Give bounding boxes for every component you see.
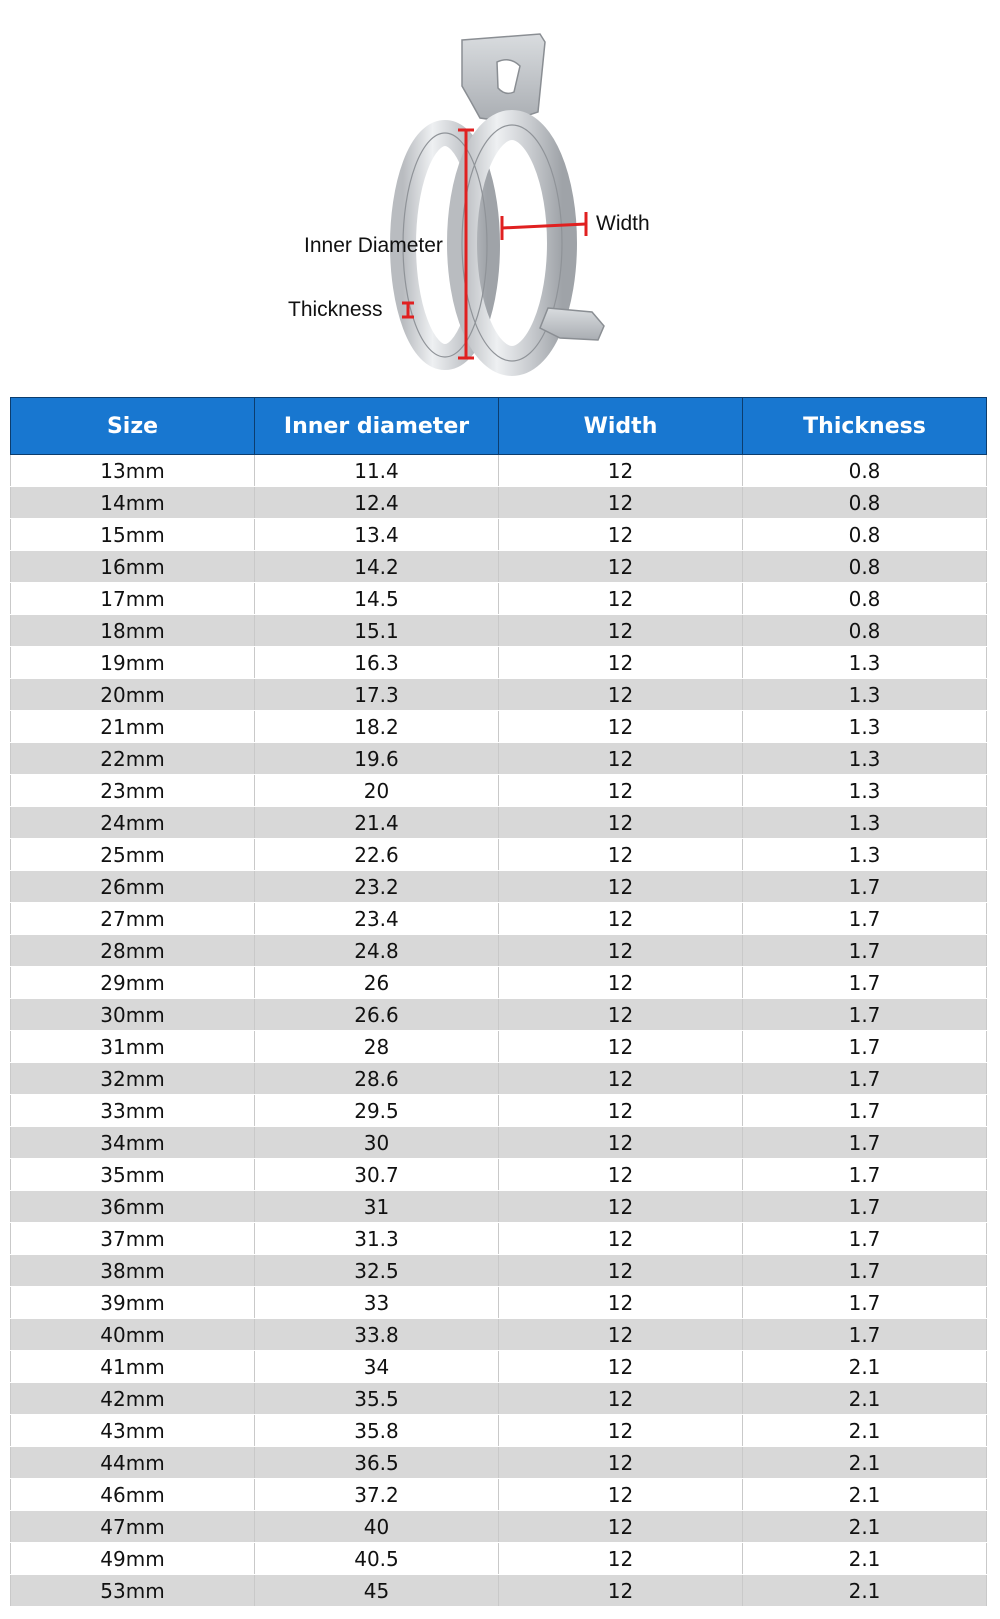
thickness-label: Thickness: [288, 298, 383, 321]
thickness-cell: 1.3: [743, 839, 987, 871]
width-cell: 12: [499, 1447, 743, 1479]
size-cell: 21mm: [11, 711, 255, 743]
table-row: [11, 871, 987, 903]
inner-diameter-cell: 37.2: [255, 1479, 499, 1511]
size-cell: 16mm: [11, 551, 255, 583]
width-cell: 12: [499, 903, 743, 935]
inner-diameter-cell: 36.5: [255, 1447, 499, 1479]
width-cell: 12: [499, 1543, 743, 1575]
thickness-cell: 1.7: [743, 1223, 987, 1255]
size-cell: 35mm: [11, 1159, 255, 1191]
size-cell: 53mm: [11, 1575, 255, 1607]
inner-diameter-cell: 18.2: [255, 711, 499, 743]
inner-diameter-cell: 24.8: [255, 935, 499, 967]
size-cell: 14mm: [11, 487, 255, 519]
clamp-diagram: [0, 0, 1000, 390]
table-row: [11, 1543, 987, 1575]
width-cell: 12: [499, 1191, 743, 1223]
inner-diameter-cell: 35.8: [255, 1415, 499, 1447]
width-cell: 12: [499, 647, 743, 679]
inner-diameter-cell: 26: [255, 967, 499, 999]
size-cell: 31mm: [11, 1031, 255, 1063]
thickness-cell: 1.3: [743, 807, 987, 839]
size-cell: 15mm: [11, 519, 255, 551]
table-row: [11, 935, 987, 967]
inner-diameter-cell: 26.6: [255, 999, 499, 1031]
width-cell: 12: [499, 935, 743, 967]
table-row: [11, 455, 987, 487]
thickness-cell: 1.7: [743, 935, 987, 967]
width-cell: 12: [499, 1415, 743, 1447]
size-cell: 40mm: [11, 1319, 255, 1351]
size-cell: 29mm: [11, 967, 255, 999]
inner-diameter-cell: 23.4: [255, 903, 499, 935]
size-cell: 24mm: [11, 807, 255, 839]
width-cell: 12: [499, 871, 743, 903]
inner-diameter-cell: 33: [255, 1287, 499, 1319]
table-row: [11, 1031, 987, 1063]
inner-diameter-cell: 29.5: [255, 1095, 499, 1127]
thickness-cell: 2.1: [743, 1543, 987, 1575]
inner-diameter-cell: 30.7: [255, 1159, 499, 1191]
inner-diameter-cell: 22.6: [255, 839, 499, 871]
inner-diameter-cell: 35.5: [255, 1383, 499, 1415]
table-row: [11, 711, 987, 743]
size-cell: 42mm: [11, 1383, 255, 1415]
thickness-cell: 1.3: [743, 711, 987, 743]
table-row: [11, 615, 987, 647]
inner-diameter-cell: 16.3: [255, 647, 499, 679]
width-cell: 12: [499, 1159, 743, 1191]
thickness-cell: 2.1: [743, 1511, 987, 1543]
inner-diameter-label: Inner Diameter: [304, 234, 443, 257]
thickness-cell: 1.3: [743, 679, 987, 711]
size-table-container: [10, 397, 987, 1607]
table-row: [11, 583, 987, 615]
size-cell: 44mm: [11, 1447, 255, 1479]
thickness-cell: 0.8: [743, 551, 987, 583]
table-row: [11, 1063, 987, 1095]
table-row: [11, 551, 987, 583]
inner-diameter-cell: 23.2: [255, 871, 499, 903]
width-cell: 12: [499, 1223, 743, 1255]
table-row: [11, 1287, 987, 1319]
table-row: [11, 1159, 987, 1191]
width-cell: 12: [499, 583, 743, 615]
size-cell: 18mm: [11, 615, 255, 647]
thickness-cell: 1.3: [743, 775, 987, 807]
thickness-cell: 1.7: [743, 871, 987, 903]
spring-clamp-image: [0, 0, 1000, 390]
width-cell: 12: [499, 679, 743, 711]
table-row: [11, 1479, 987, 1511]
size-cell: 26mm: [11, 871, 255, 903]
header-width: Width: [499, 398, 743, 455]
table-row: [11, 967, 987, 999]
thickness-cell: 1.3: [743, 743, 987, 775]
thickness-cell: 1.7: [743, 1063, 987, 1095]
inner-diameter-cell: 28: [255, 1031, 499, 1063]
size-cell: 43mm: [11, 1415, 255, 1447]
table-row: [11, 1383, 987, 1415]
size-cell: 33mm: [11, 1095, 255, 1127]
table-row: [11, 1511, 987, 1543]
inner-diameter-cell: 40: [255, 1511, 499, 1543]
table-row: [11, 1447, 987, 1479]
thickness-cell: 2.1: [743, 1383, 987, 1415]
inner-diameter-cell: 21.4: [255, 807, 499, 839]
table-row: [11, 647, 987, 679]
width-cell: 12: [499, 711, 743, 743]
inner-diameter-cell: 33.8: [255, 1319, 499, 1351]
width-cell: 12: [499, 1319, 743, 1351]
table-row: [11, 1575, 987, 1607]
size-cell: 28mm: [11, 935, 255, 967]
width-cell: 12: [499, 1063, 743, 1095]
width-cell: 12: [499, 967, 743, 999]
inner-diameter-cell: 31.3: [255, 1223, 499, 1255]
table-row: [11, 1255, 987, 1287]
thickness-cell: 0.8: [743, 455, 987, 487]
thickness-cell: 2.1: [743, 1351, 987, 1383]
thickness-cell: 1.7: [743, 1287, 987, 1319]
width-cell: 12: [499, 487, 743, 519]
width-cell: 12: [499, 775, 743, 807]
thickness-cell: 1.7: [743, 1255, 987, 1287]
size-cell: 37mm: [11, 1223, 255, 1255]
width-cell: 12: [499, 1479, 743, 1511]
table-row: [11, 1127, 987, 1159]
table-row: [11, 903, 987, 935]
size-cell: 22mm: [11, 743, 255, 775]
size-table: [10, 397, 987, 1607]
table-row: [11, 519, 987, 551]
thickness-cell: 2.1: [743, 1447, 987, 1479]
thickness-cell: 0.8: [743, 583, 987, 615]
table-row: [11, 1191, 987, 1223]
width-cell: 12: [499, 1511, 743, 1543]
size-cell: 19mm: [11, 647, 255, 679]
size-cell: 13mm: [11, 455, 255, 487]
thickness-cell: 0.8: [743, 487, 987, 519]
size-cell: 34mm: [11, 1127, 255, 1159]
width-cell: 12: [499, 551, 743, 583]
width-cell: 12: [499, 1383, 743, 1415]
size-cell: 38mm: [11, 1255, 255, 1287]
width-cell: 12: [499, 743, 743, 775]
size-cell: 32mm: [11, 1063, 255, 1095]
header-row: [11, 398, 987, 455]
thickness-cell: 0.8: [743, 615, 987, 647]
width-cell: 12: [499, 999, 743, 1031]
size-cell: 23mm: [11, 775, 255, 807]
thickness-cell: 2.1: [743, 1575, 987, 1607]
thickness-cell: 1.3: [743, 647, 987, 679]
width-cell: 12: [499, 1127, 743, 1159]
width-cell: 12: [499, 1095, 743, 1127]
thickness-cell: 1.7: [743, 1191, 987, 1223]
inner-diameter-cell: 31: [255, 1191, 499, 1223]
thickness-cell: 2.1: [743, 1479, 987, 1511]
width-cell: 12: [499, 1351, 743, 1383]
inner-diameter-cell: 11.4: [255, 455, 499, 487]
thickness-cell: 2.1: [743, 1415, 987, 1447]
size-cell: 20mm: [11, 679, 255, 711]
size-cell: 36mm: [11, 1191, 255, 1223]
width-cell: 12: [499, 839, 743, 871]
size-cell: 41mm: [11, 1351, 255, 1383]
inner-diameter-cell: 17.3: [255, 679, 499, 711]
size-cell: 39mm: [11, 1287, 255, 1319]
inner-diameter-cell: 13.4: [255, 519, 499, 551]
inner-diameter-cell: 15.1: [255, 615, 499, 647]
inner-diameter-cell: 32.5: [255, 1255, 499, 1287]
inner-diameter-cell: 28.6: [255, 1063, 499, 1095]
thickness-cell: 1.7: [743, 1159, 987, 1191]
table-row: [11, 775, 987, 807]
inner-diameter-cell: 19.6: [255, 743, 499, 775]
width-cell: 12: [499, 1575, 743, 1607]
thickness-cell: 1.7: [743, 1095, 987, 1127]
width-cell: 12: [499, 1255, 743, 1287]
inner-diameter-cell: 30: [255, 1127, 499, 1159]
table-row: [11, 999, 987, 1031]
inner-diameter-cell: 12.4: [255, 487, 499, 519]
size-cell: 25mm: [11, 839, 255, 871]
width-cell: 12: [499, 519, 743, 551]
thickness-cell: 1.7: [743, 903, 987, 935]
table-row: [11, 1319, 987, 1351]
thickness-cell: 1.7: [743, 967, 987, 999]
inner-diameter-cell: 45: [255, 1575, 499, 1607]
thickness-cell: 1.7: [743, 1127, 987, 1159]
inner-diameter-cell: 14.5: [255, 583, 499, 615]
header-thickness: Thickness: [743, 398, 987, 455]
table-row: [11, 743, 987, 775]
width-cell: 12: [499, 1031, 743, 1063]
size-cell: 27mm: [11, 903, 255, 935]
size-cell: 30mm: [11, 999, 255, 1031]
size-cell: 47mm: [11, 1511, 255, 1543]
width-cell: 12: [499, 615, 743, 647]
size-cell: 17mm: [11, 583, 255, 615]
table-body: [11, 455, 987, 1607]
thickness-cell: 1.7: [743, 999, 987, 1031]
inner-diameter-cell: 14.2: [255, 551, 499, 583]
table-row: [11, 487, 987, 519]
inner-diameter-cell: 20: [255, 775, 499, 807]
width-label: Width: [596, 212, 650, 235]
header-size: Size: [11, 398, 255, 455]
table-row: [11, 839, 987, 871]
inner-diameter-cell: 34: [255, 1351, 499, 1383]
inner-diameter-cell: 40.5: [255, 1543, 499, 1575]
table-row: [11, 1095, 987, 1127]
size-cell: 49mm: [11, 1543, 255, 1575]
width-cell: 12: [499, 807, 743, 839]
width-cell: 12: [499, 455, 743, 487]
thickness-cell: 0.8: [743, 519, 987, 551]
thickness-cell: 1.7: [743, 1319, 987, 1351]
table-row: [11, 807, 987, 839]
table-row: [11, 1415, 987, 1447]
table-row: [11, 1223, 987, 1255]
thickness-cell: 1.7: [743, 1031, 987, 1063]
table-row: [11, 679, 987, 711]
header-inner-diameter: Inner diameter: [255, 398, 499, 455]
size-cell: 46mm: [11, 1479, 255, 1511]
width-cell: 12: [499, 1287, 743, 1319]
table-row: [11, 1351, 987, 1383]
